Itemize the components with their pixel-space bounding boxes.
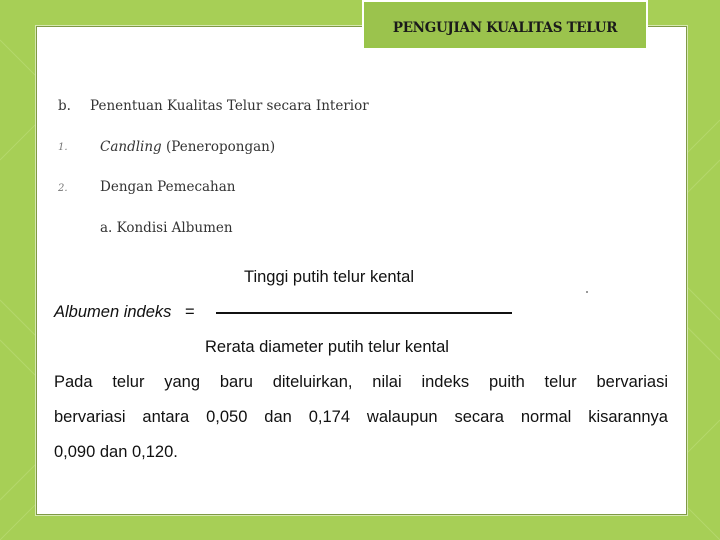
item-term: Candling [100,139,162,155]
formula-lhs: Albumen indeks [54,303,172,321]
paragraph-line-3: 0,090 dan 0,120. [54,443,178,461]
item-number-2: 2. [58,183,68,194]
formula-denominator: Rerata diameter putih telur kental [205,338,449,356]
list-item-pemecahan: Dengan Pemecahan [100,179,236,195]
fraction-line [216,312,512,314]
subitem-albumen: a. Kondisi Albumen [100,220,233,236]
section-heading: Penentuan Kualitas Telur secara Interior [90,98,369,114]
section-marker: b. [58,98,71,114]
paragraph-line-2: bervariasi antara 0,050 dan 0,174 walaupun secara normal kisarannya [54,408,668,426]
stray-dot [586,291,588,293]
formula-numerator: Tinggi putih telur kental [244,268,414,286]
paragraph-line-1: Pada telur yang baru diteluirkan, nilai indeks puith telur bervariasi [54,373,668,391]
formula-equals: = [185,303,195,321]
list-item-candling [100,139,275,155]
item-number-1: 1. [58,142,68,153]
item-rest: (Peneropongan) [161,139,276,155]
page-title: PENGUJIAN KUALITAS TELUR [392,20,618,36]
